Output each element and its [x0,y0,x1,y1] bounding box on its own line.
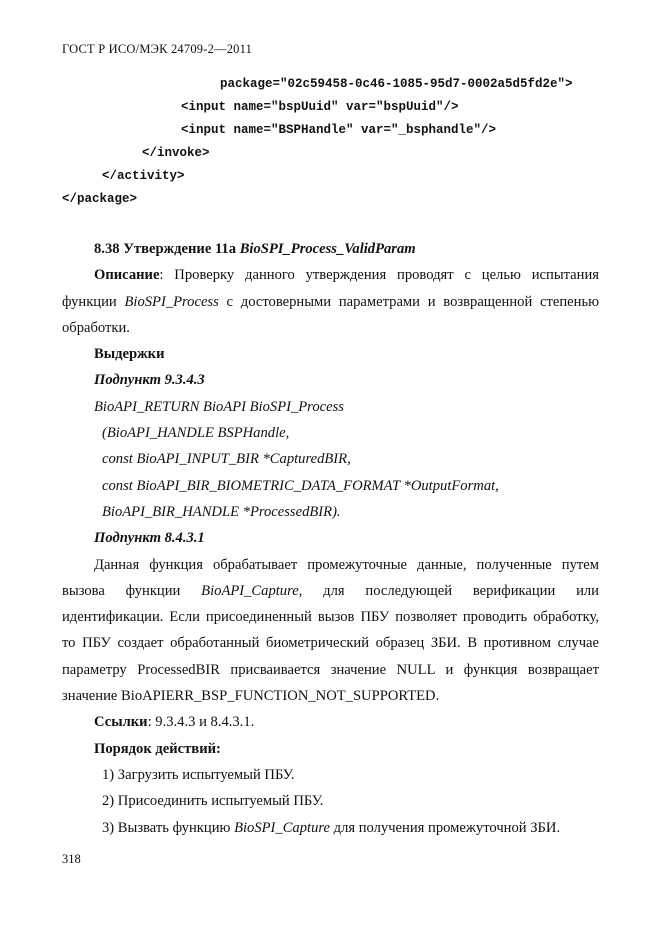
procedure-step: 2) Присоединить испытуемый ПБУ. [102,793,324,810]
subclause-heading: Подпункт 8.4.3.1 [94,530,205,547]
page-header: ГОСТ Р ИСО/МЭК 24709-2—2011 [62,42,253,56]
section-title: Утверждение 11a [123,241,237,257]
references-label: Ссылки [94,714,148,731]
function-name: BioSPI_Process [124,293,219,310]
function-signature: BioAPI_RETURN BioAPI BioSPI_Process [94,398,344,415]
function-parameter: const BioAPI_BIR_BIOMETRIC_DATA_FORMAT *OutputFormat, [102,477,499,494]
section-number: 8.38 [94,241,120,257]
section-heading [62,236,599,262]
subclause-heading: Подпункт 9.3.4.3 [94,372,205,389]
code-line: </package> [62,192,138,206]
function-parameter: (BioAPI_HANDLE BSPHandle, [102,425,290,442]
procedure-heading: Порядок действий: [94,740,221,757]
references-line: Ссылки: 9.3.4.3 и 8.4.3.1. [94,714,255,731]
function-description-paragraph: Данная функция обрабатывает промежуточные данные, полученные путем вызова функции BioAPI_Capture, для последующей верификации или идентификации. Если присоединенный вызов ПБУ позволяет проводить обработку, то ПБУ создает обработанный биометрический образец ЗБИ. В противном случае параметру ProcessedBIR присваивается значение NULL и функция возвращает значение BioAPIERR_BSP_FUNCTION_NOT_SUPPORTED. [62,556,599,705]
description-paragraph: Описание: Проверку данного утверждения проводят с целью испытания функции BioSPI_Process с достоверными параметрами и возвращенной степенью обработки. [62,267,599,336]
code-line: <input name="BSPHandle" var="_bsphandle"/> [181,123,497,137]
procedure-step: 3) Вызвать функцию BioSPI_Capture для получения промежуточной ЗБИ. [102,819,561,836]
function-name: BioSPI_Capture [234,819,330,836]
function-name: BioAPI_Capture [201,582,299,599]
excerpts-heading: Выдержки [94,346,165,363]
procedure-step: 1) Загрузить испытуемый ПБУ. [102,766,295,783]
function-parameter: const BioAPI_INPUT_BIR *CapturedBIR, [102,451,351,468]
code-line: </activity> [102,169,185,183]
section-title-function: BioSPI_Process_ValidParam [239,241,416,257]
page-number: 318 [62,852,81,866]
code-line: <input name="bspUuid" var="bspUuid"/> [181,100,459,114]
function-parameter: BioAPI_BIR_HANDLE *ProcessedBIR). [102,503,341,520]
code-line: </invoke> [142,146,210,160]
code-line: package="02c59458-0c46-1085-95d7-0002a5d5fd2e"> [220,77,573,91]
main-text [62,236,599,841]
description-label: Описание [94,267,160,284]
